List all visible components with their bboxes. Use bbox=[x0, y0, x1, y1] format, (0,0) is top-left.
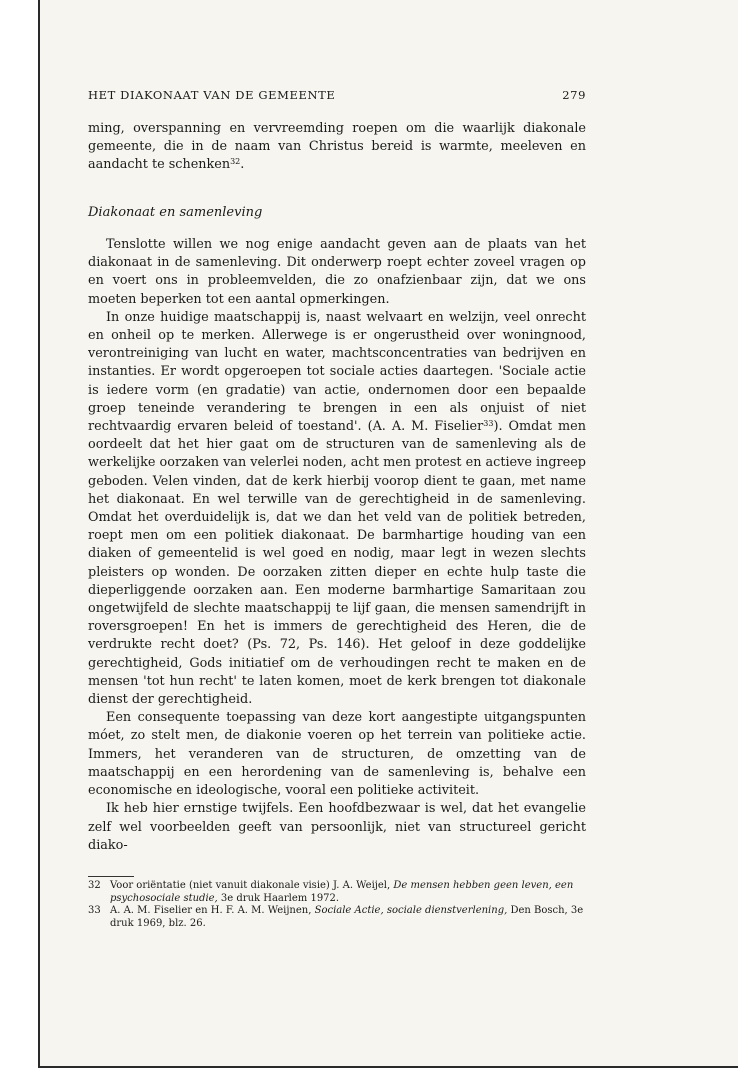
footnote-pre: Voor oriëntatie (niet vanuit diakonale visie) J. A. Weijel, bbox=[110, 880, 394, 891]
intro-text: ming, overspanning en vervreemding roepen om die waarlijk diakonale gemeente, die in de naam van Christus bereid is warmte, meeleven en aandacht te schenken bbox=[88, 121, 586, 173]
running-title: HET DIAKONAAT VAN DE GEMEENTE bbox=[88, 88, 336, 102]
footnote-post: 3e druk Haarlem 1972. bbox=[217, 892, 340, 904]
footnote-rule bbox=[88, 876, 134, 877]
page-number: 279 bbox=[562, 88, 586, 102]
footnotes bbox=[88, 880, 586, 930]
paragraph-1: Tenslotte willen we nog enige aandacht geven aan de plaats van het diakonaat in de samenleving. Dit onderwerp roept echter zoveel vragen op en voert ons in probleemvelden, die zo onafzienbaar zijn, dat we ons moeten beperken tot een aantal opmerkingen. bbox=[88, 237, 586, 307]
intro-end: . bbox=[240, 157, 245, 173]
footnote-number: 33 bbox=[88, 905, 101, 916]
intro-paragraph bbox=[88, 120, 586, 175]
running-header bbox=[88, 88, 586, 102]
paragraph-2b: ). Omdat men oordeelt dat het hier gaat om de structuren van de samenleving als de werkelijke oorzaken van velerlei noden, acht men protest en actieve ingreep geboden. Velen vinden, dat de kerk hierbij voorop dient te gaan, met name het diakonaat. En wel terwille van de gerechtigheid in de samenleving. Omdat het overduidelijk is, dat we dan het veld van de politiek betreden, roept men om een politiek diakonaat. De barmhartige houding van een diaken of gemeentelid is wel goed en nodig, maar legt in wezen slechts pleisters op wonden. De oorzaken zitten dieper en echte hulp taste die dieperliggende oorzaken aan. Een moderne barmhartige Samaritaan zou ongetwijfeld de slechte maatschappij te lijf gaan, die mensen samendrijft in roversgroepen! En het is immers de gerechtigheid des Heren, die de verdrukte recht doet? (Ps. 72, Ps. 146). Het geloof in deze goddelijke gerechtigheid, Gods initiatief om de verhoudingen recht te maken en de mensen 'tot hun recht' te laten komen, moet de kerk brengen tot diakonale dienst der gerechtigheid. bbox=[88, 419, 586, 708]
footnote-ref-33: 33 bbox=[483, 419, 494, 429]
footnote-post: Den Bosch, 3e druk 1969, blz. 26. bbox=[110, 905, 584, 929]
footnote-text bbox=[110, 880, 586, 905]
footnote-ref-32: 32 bbox=[230, 157, 241, 167]
footnote-33 bbox=[88, 905, 586, 930]
footnote-title: De mensen hebben geen leven, een psychosociale studie, bbox=[110, 880, 574, 904]
footnote-text bbox=[110, 905, 586, 930]
paragraph-4: Ik heb hier ernstige twijfels. Een hoofdbezwaar is wel, dat het evangelie zelf wel voorbeelden geeft van persoonlijk, niet van structureel gericht diako- bbox=[88, 801, 586, 853]
section-body bbox=[88, 236, 586, 855]
paragraph-2a: In onze huidige maatschappij is, naast welvaart en welzijn, veel onrecht en onheil op te merken. Allerwege is er ongerustheid over woningnood, verontreiniging van lucht en water, machtsconcentraties van bedrijven en instanties. Er wordt opgeroepen tot sociale acties daartegen. 'Sociale actie is iedere vorm (en gradatie) van actie, ondernomen door een bepaalde groep teneinde verandering te brengen in een als onjuist of niet rechtvaardig ervaren beleid of toestand'. (A. A. M. Fiselier bbox=[88, 309, 586, 435]
paragraph-2 bbox=[88, 309, 586, 709]
footnote-number: 32 bbox=[88, 880, 101, 891]
footnote-pre: A. A. M. Fiselier en H. F. A. M. Weijnen, bbox=[110, 905, 315, 916]
section-heading: Diakonaat en samenleving bbox=[88, 205, 263, 220]
paragraph-3: Een consequente toepassing van deze kort aangestipte uitgangspunten móet, zo stelt men, de diakonie voeren op het terrein van politieke actie. Immers, het veranderen van de structuren, de omzetting van de maatschappij en een herordening van de samenleving is, behalve een economische en ideologische, vooral een politieke activiteit. bbox=[88, 710, 586, 799]
footnote-title: Sociale Actie, sociale dienstverlening, bbox=[314, 905, 508, 916]
footnote-32 bbox=[88, 880, 586, 905]
